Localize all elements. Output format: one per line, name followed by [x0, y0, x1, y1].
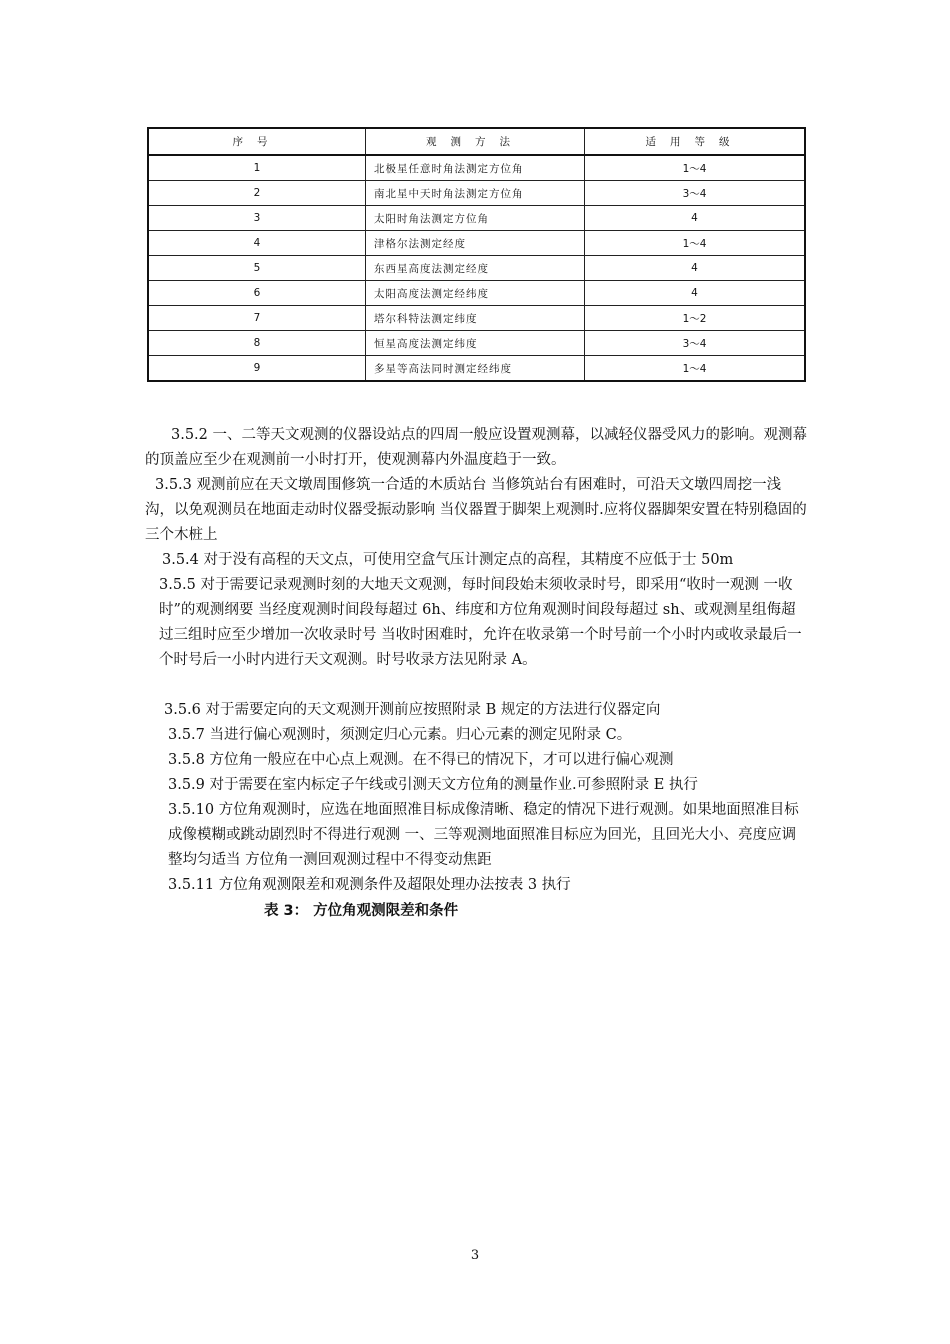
row-method: 东西星高度法测定经度 [366, 256, 585, 281]
row-grade: 3～4 [585, 331, 805, 356]
table-row [149, 155, 804, 181]
row-no: 5 [149, 256, 366, 281]
row-no: 8 [149, 331, 366, 356]
row-method: 太阳高度法测定经纬度 [366, 281, 585, 306]
observation-methods-table-frame [147, 127, 806, 382]
row-method: 塔尔科特法测定纬度 [366, 306, 585, 331]
row-grade: 1～4 [585, 356, 805, 381]
row-no: 2 [149, 181, 366, 206]
header-method: 观测方法 [366, 129, 585, 155]
header-serial-no: 序号 [149, 129, 366, 155]
row-no: 4 [149, 231, 366, 256]
table-row [149, 306, 804, 331]
paragraph-3-5-5: 3.5.5 对于需要记录观测时刻的大地天文观测，每时间段始末须收录时号，即采用“收时一观测 一收时”的观测纲要 当经度观测时间段每超过 6h、纬度和方位角观测时间段每超过 sh、或观测星组侮超 过三组时应至少增加一次收录时号 当收时困难时，允许在收录第一个时号前一个小时内或收录最后一个时号后一小时内进行天文观测。时号收录方法见附录 A。 [159, 577, 802, 668]
paragraph-3-5-6: 3.5.6 对于需要定向的天文观测开测前应按照附录 B 规定的方法进行仪器定向 [164, 702, 661, 718]
table-3-caption: 表 3： 方位角观测限差和条件 [264, 903, 459, 919]
row-grade: 1～4 [585, 155, 805, 181]
table-row [149, 181, 804, 206]
row-grade: 1～2 [585, 306, 805, 331]
table-row [149, 331, 804, 356]
row-grade: 1～4 [585, 231, 805, 256]
table-row [149, 206, 804, 231]
row-grade: 4 [585, 256, 805, 281]
paragraph-3-5-7: 3.5.7 当进行偏心观测时，须测定归心元素。归心元素的测定见附录 C。 [168, 727, 632, 743]
header-grade: 适用等级 [585, 129, 805, 155]
row-method: 津格尔法测定经度 [366, 231, 585, 256]
row-grade: 3～4 [585, 181, 805, 206]
row-no: 7 [149, 306, 366, 331]
table-header-row [149, 129, 804, 155]
paragraph-3-5-10: 3.5.10 方位角观测时，应选在地面照准目标成像清晰、稳定的情况下进行观测。如果地面照准目标成像模糊或跳动剧烈时不得进行观测 一、三等观测地面照准目标应为回光，且回光大小、亮度应调整均匀适当 方位角一测回观测过程中不得变动焦距 [168, 802, 799, 868]
row-method: 恒星高度法测定纬度 [366, 331, 585, 356]
paragraph-3-5-2: 3.5.2 一、二等天文观测的仪器设站点的四周一般应设置观测幕，以减轻仪器受风力的影响。观测幕的顶盖应至少在观测前一小时打开，使观测幕内外温度趋于一致。 [145, 427, 807, 468]
table-row [149, 231, 804, 256]
paragraph-3-5-4: 3.5.4 对于没有高程的天文点，可使用空盒气压计测定点的高程，其精度不应低于士 50m [162, 552, 734, 568]
row-method: 太阳时角法测定方位角 [366, 206, 585, 231]
row-no: 9 [149, 356, 366, 381]
row-no: 6 [149, 281, 366, 306]
paragraph-3-5-3: 3.5.3 观测前应在天文墩周围修筑一合适的木质站台 当修筑站台有困难时，可沿天文墩四周挖一浅沟，以免观测员在地面走动时仪器受振动影响 当仪器置于脚架上观测时.应将仪器脚架安置在特别稳固的三个木桩上 [145, 477, 807, 543]
row-no: 3 [149, 206, 366, 231]
row-method: 多星等高法同时测定经纬度 [366, 356, 585, 381]
row-grade: 4 [585, 281, 805, 306]
observation-methods-table [149, 129, 804, 380]
paragraph-3-5-9: 3.5.9 对于需要在室内标定子午线或引测天文方位角的测量作业.可参照附录 E 执行 [168, 777, 698, 793]
page-number: 3 [470, 1248, 480, 1263]
table-row [149, 281, 804, 306]
row-method: 北极星任意时角法测定方位角 [366, 155, 585, 181]
row-method: 南北星中天时角法测定方位角 [366, 181, 585, 206]
paragraph-3-5-8: 3.5.8 方位角一般应在中心点上观测。在不得已的情况下，才可以进行偏心观测 [168, 752, 674, 768]
row-no: 1 [149, 155, 366, 181]
table-row [149, 356, 804, 381]
row-grade: 4 [585, 206, 805, 231]
table-row [149, 256, 804, 281]
paragraph-3-5-11: 3.5.11 方位角观测限差和观测条件及超限处理办法按表 3 执行 [168, 877, 571, 893]
